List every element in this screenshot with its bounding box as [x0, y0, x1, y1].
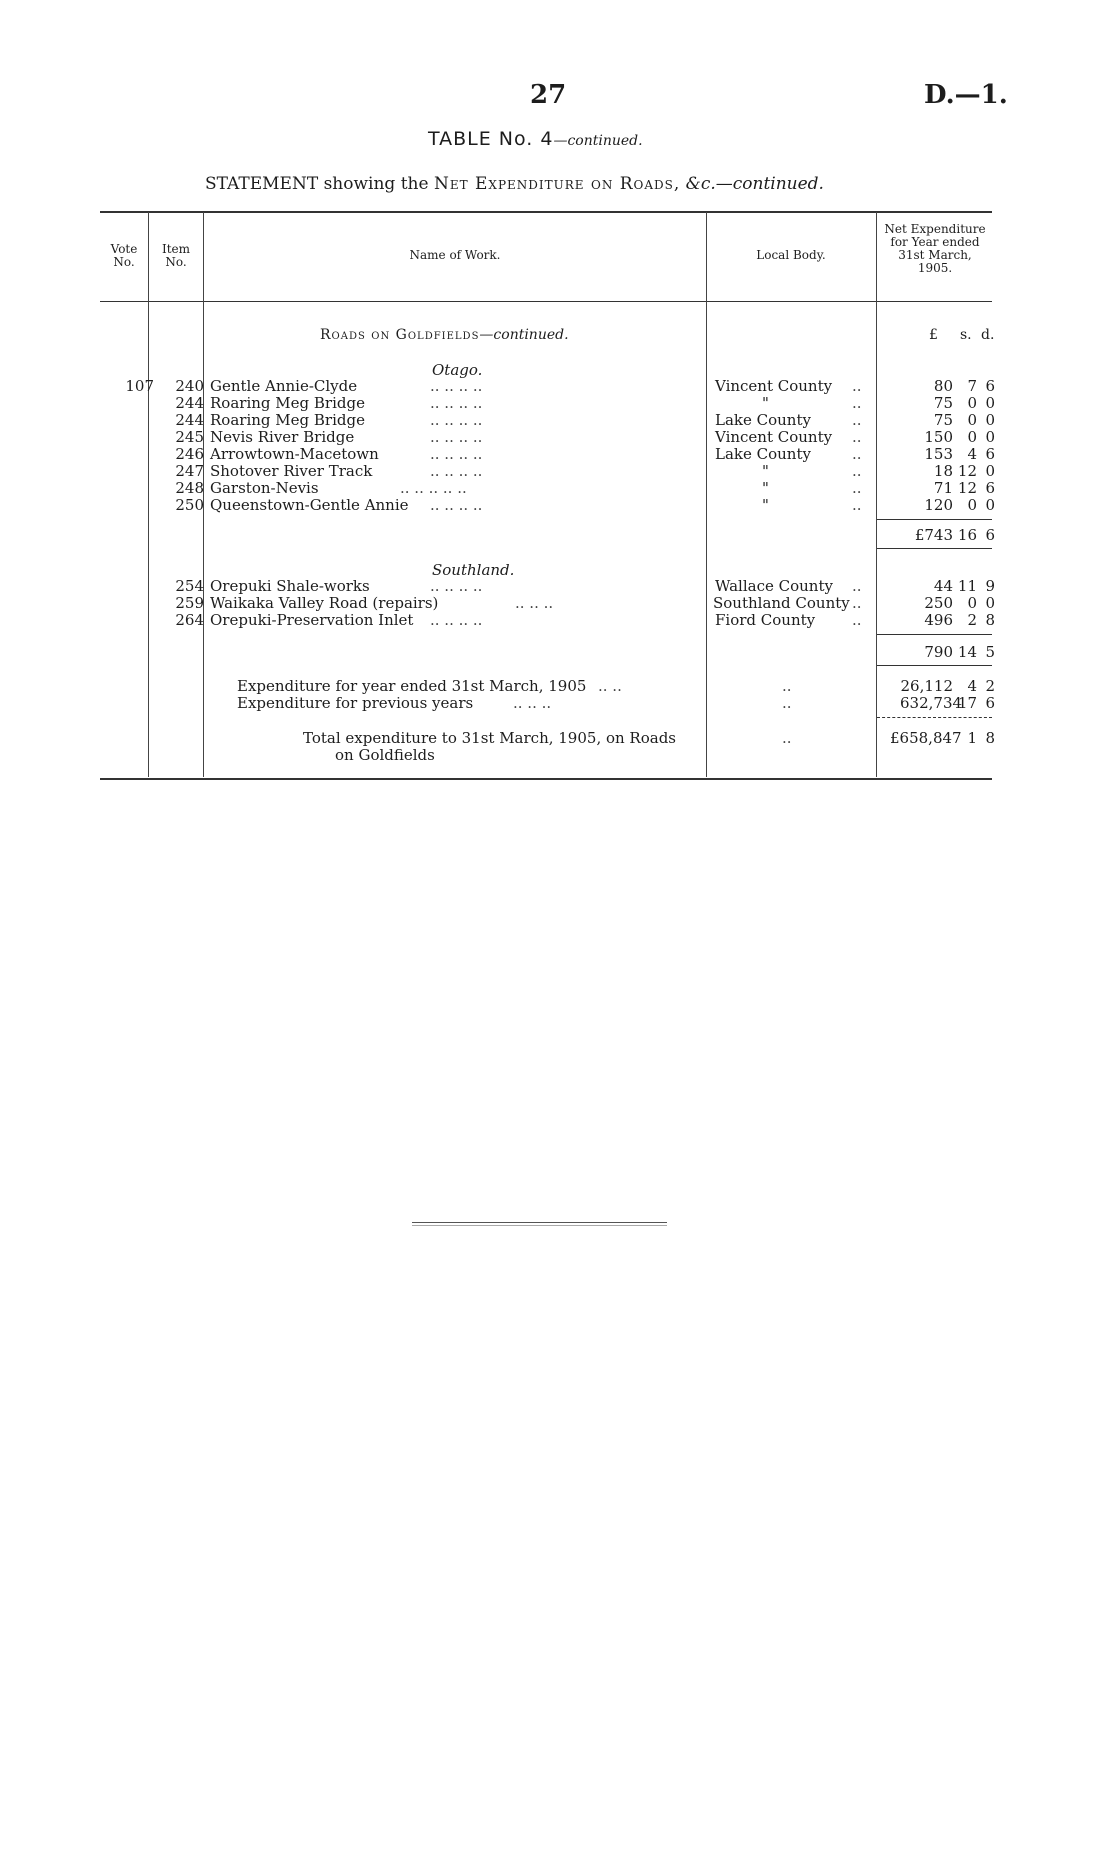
work-name: Garston-Nevis [210, 479, 319, 497]
region-heading-otago: Otago. [432, 361, 483, 379]
leader-dots: .. [852, 479, 862, 497]
leader-dots: .. [782, 677, 792, 695]
table-row [100, 378, 1000, 395]
item-number: 250 [175, 496, 204, 514]
leader-dots: .. [852, 496, 862, 514]
amount-pence: 6 [985, 445, 995, 463]
amount-pence: 6 [985, 479, 995, 497]
work-name: Arrowtown-Macetown [210, 445, 379, 463]
amount-shillings: 0 [967, 394, 977, 412]
table-top-rule [100, 211, 992, 213]
southland-total-row [100, 644, 1000, 661]
units-pound: £ [929, 327, 938, 343]
leader-dots: .. [782, 694, 792, 712]
summary-row-total [100, 730, 1000, 747]
summary-rule [877, 717, 992, 718]
amount-pounds: 120 [924, 496, 953, 514]
table-title-suffix: —continued. [553, 133, 643, 149]
otago-total-row [100, 527, 1000, 544]
local-body: Lake County [715, 445, 811, 463]
work-name: Orepuki-Preservation Inlet [210, 611, 414, 629]
grand-total-pounds: £658,847 [890, 729, 962, 747]
region-heading-southland: Southland. [432, 561, 515, 579]
item-number: 248 [175, 479, 204, 497]
amount-shillings: 0 [967, 428, 977, 446]
amount-pounds: 75 [933, 394, 953, 412]
leader-dots: .. .. .. .. [430, 496, 483, 514]
document-code: D.—1. [924, 80, 1008, 110]
amount-pounds: 18 [933, 462, 953, 480]
amount-pence: 0 [985, 594, 995, 612]
summary-year-label: Expenditure for year ended 31st March, 1905 [237, 677, 587, 695]
item-number: 254 [175, 577, 204, 595]
southland-total-pence: 5 [985, 643, 995, 661]
work-name: Queenstown-Gentle Annie [210, 496, 409, 514]
amount-pounds: 150 [924, 428, 953, 446]
work-name: Gentle Annie-Clyde [210, 377, 358, 395]
amount-pence: 0 [985, 394, 995, 412]
amount-pounds: 44 [933, 577, 953, 595]
subtotal-rule [877, 519, 992, 520]
statement-subtitle [205, 174, 824, 194]
leader-dots: .. .. .. .. .. [400, 479, 467, 497]
amount-pounds: 496 [924, 611, 953, 629]
subtotal-underline [877, 665, 992, 666]
amount-pence: 0 [985, 411, 995, 429]
table-row [100, 446, 1000, 463]
leader-dots: .. [852, 377, 862, 395]
otago-total-shillings: 16 [957, 526, 977, 544]
leader-dots: .. .. .. .. [430, 445, 483, 463]
amount-shillings: 4 [967, 445, 977, 463]
summary-previous-label: Expenditure for previous years [237, 694, 474, 712]
southland-total-shillings: 14 [957, 643, 977, 661]
summary-row-total-cont [100, 747, 1000, 764]
local-body: Vincent County [715, 377, 833, 395]
amount-pence: 6 [985, 377, 995, 395]
leader-dots: .. .. .. .. [430, 462, 483, 480]
amount-pounds: 153 [924, 445, 953, 463]
page-number: 27 [530, 80, 567, 110]
amount-pounds: 632,734 [900, 694, 963, 712]
table-row [100, 497, 1000, 514]
amount-pence: 6 [985, 694, 995, 712]
vote-number: 107 [125, 377, 154, 395]
local-body: Wallace County [715, 577, 833, 595]
grand-total-shillings: 1 [967, 729, 977, 747]
table-row [100, 395, 1000, 412]
leader-dots: .. .. .. .. [430, 394, 483, 412]
table-row [100, 412, 1000, 429]
amount-pence: 9 [985, 577, 995, 595]
table-title [428, 128, 643, 150]
work-name: Shotover River Track [210, 462, 373, 480]
local-body: Fiord County [715, 611, 816, 629]
summary-total-line1: Total expenditure to 31st March, 1905, on Roads [303, 729, 677, 747]
local-body: Vincent County [715, 428, 833, 446]
section-heading-caps: Roads on Goldfields [320, 327, 480, 343]
item-number: 240 [175, 377, 204, 395]
leader-dots: .. .. .. .. [430, 411, 483, 429]
amount-shillings: 17 [957, 694, 977, 712]
leader-dots: .. .. .. .. [430, 611, 483, 629]
leader-dots: .. [852, 611, 862, 629]
work-name: Orepuki Shale-works [210, 577, 370, 595]
col-header-name: Name of Work. [409, 248, 501, 262]
item-number: 246 [175, 445, 204, 463]
leader-dots: .. .. [598, 677, 622, 695]
leader-dots: .. [852, 394, 862, 412]
section-heading-suffix: —continued. [479, 327, 569, 343]
amount-pounds: 80 [933, 377, 953, 395]
amount-shillings: 0 [967, 594, 977, 612]
leader-dots: .. .. .. .. [430, 377, 483, 395]
work-name: Waikaka Valley Road (repairs) [210, 594, 439, 612]
page-end-rule [412, 1222, 667, 1223]
amount-pence: 0 [985, 462, 995, 480]
subtitle-pre: STATEMENT showing the [205, 174, 434, 194]
leader-dots: .. [782, 729, 792, 747]
leader-dots: .. .. .. [513, 694, 552, 712]
leader-dots: .. [852, 577, 862, 595]
subtotal-underline [877, 548, 992, 549]
leader-dots: .. [852, 462, 862, 480]
table-row [100, 595, 1000, 612]
work-name: Roaring Meg Bridge [210, 394, 365, 412]
leader-dots: .. [852, 428, 862, 446]
item-number: 264 [175, 611, 204, 629]
amount-pence: 8 [985, 611, 995, 629]
subtitle-caps: Net Expenditure on Roads, [433, 174, 681, 194]
amount-shillings: 11 [957, 577, 977, 595]
amount-pounds: 26,112 [900, 677, 953, 695]
subtitle-post: &c.—continued. [680, 174, 824, 194]
leader-dots: .. .. .. .. [430, 577, 483, 595]
units-pence: d. [981, 327, 995, 343]
table-row [100, 480, 1000, 497]
work-name: Nevis River Bridge [210, 428, 355, 446]
item-number: 244 [175, 394, 204, 412]
col-header-item: Item No. [161, 242, 191, 269]
local-body-ditto: " [762, 496, 769, 514]
item-number: 247 [175, 462, 204, 480]
local-body: Lake County [715, 411, 811, 429]
amount-shillings: 2 [967, 611, 977, 629]
work-name: Roaring Meg Bridge [210, 411, 365, 429]
col-header-vote: Vote No. [110, 242, 138, 269]
leader-dots: .. [852, 411, 862, 429]
table-title-main: TABLE No. 4 [428, 128, 554, 150]
col-header-body: Local Body. [756, 248, 826, 262]
header-bottom-rule [100, 301, 992, 302]
grand-total-pence: 8 [985, 729, 995, 747]
section-heading [320, 327, 569, 343]
units-shillings: s. [960, 327, 972, 343]
leader-dots: .. [852, 594, 862, 612]
amount-pounds: 75 [933, 411, 953, 429]
leader-dots: .. .. .. [515, 594, 554, 612]
amount-shillings: 12 [957, 462, 977, 480]
amount-shillings: 7 [967, 377, 977, 395]
amount-pounds: 71 [933, 479, 953, 497]
otago-total-pence: 6 [985, 526, 995, 544]
local-body: Southland County [713, 594, 850, 612]
summary-row-year [100, 678, 1000, 695]
leader-dots: .. [852, 445, 862, 463]
amount-shillings: 4 [967, 677, 977, 695]
table-row [100, 578, 1000, 595]
local-body-ditto: " [762, 394, 769, 412]
southland-total-pounds: 790 [924, 643, 953, 661]
table-row [100, 612, 1000, 629]
amount-shillings: 0 [967, 411, 977, 429]
local-body-ditto: " [762, 462, 769, 480]
amount-pence: 2 [985, 677, 995, 695]
leader-dots: .. .. .. .. [430, 428, 483, 446]
amount-pounds: 250 [924, 594, 953, 612]
summary-total-line2: on Goldfields [335, 746, 435, 764]
amount-pence: 0 [985, 496, 995, 514]
amount-pence: 0 [985, 428, 995, 446]
table-row [100, 429, 1000, 446]
subtotal-rule [877, 634, 992, 635]
summary-row-previous [100, 695, 1000, 712]
otago-total-pounds: £743 [914, 526, 953, 544]
local-body-ditto: " [762, 479, 769, 497]
table-row [100, 463, 1000, 480]
item-number: 259 [175, 594, 204, 612]
page-end-rule-thin [412, 1225, 667, 1226]
table-bottom-rule [100, 778, 992, 780]
item-number: 244 [175, 411, 204, 429]
amount-shillings: 12 [957, 479, 977, 497]
amount-shillings: 0 [967, 496, 977, 514]
col-header-net: Net Expenditure for Year ended 31st March, 1905. [884, 222, 986, 275]
item-number: 245 [175, 428, 204, 446]
